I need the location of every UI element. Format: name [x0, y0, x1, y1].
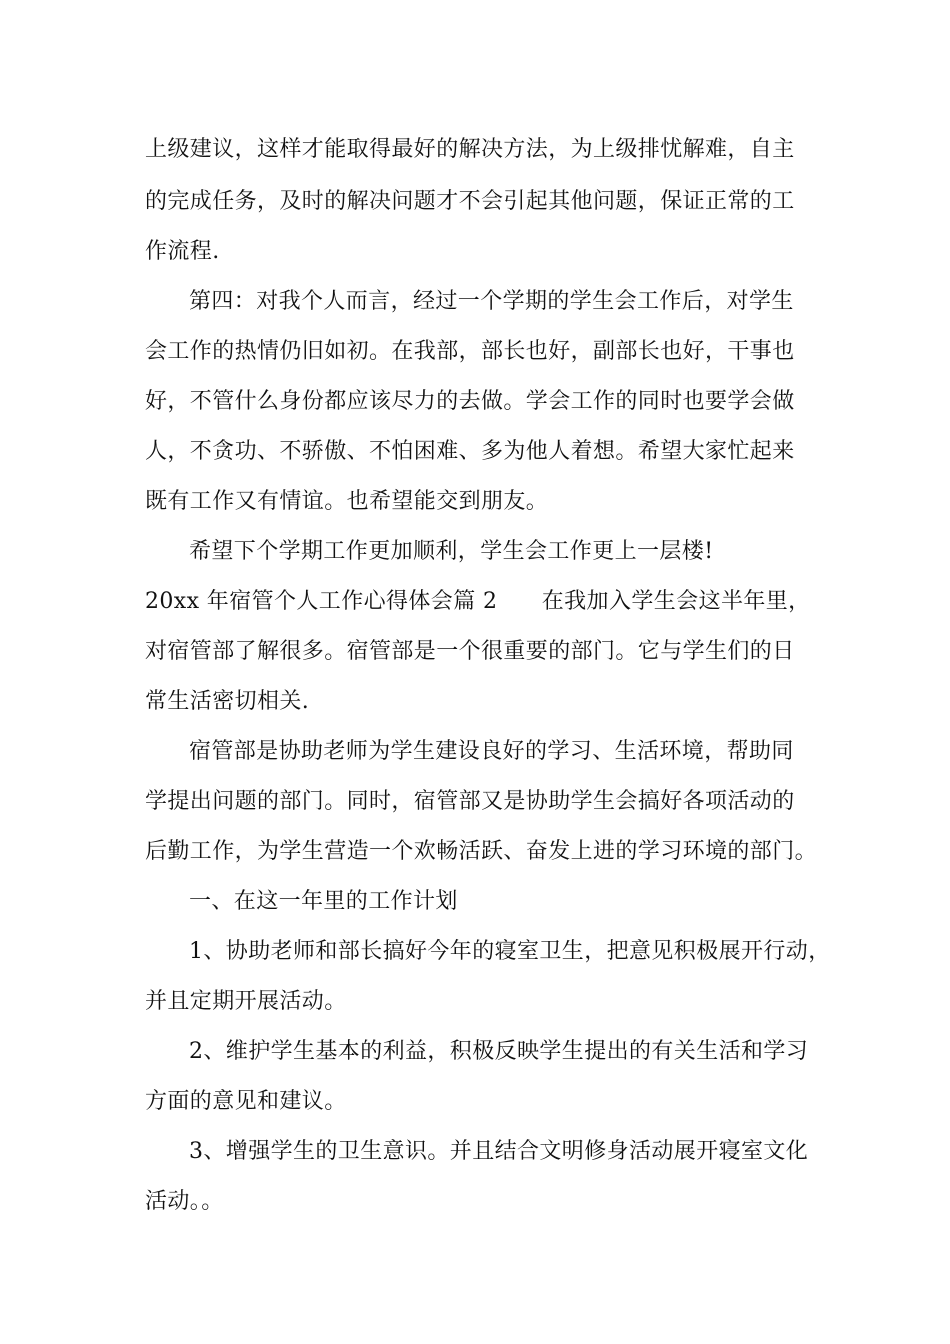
paragraph-first-line: 宿管部是协助老师为学生建设良好的学习、生活环境，帮助同	[189, 739, 794, 764]
list-item-line: 2、维护学生基本的利益，积极反映学生提出的有关生活和学习	[189, 1039, 809, 1064]
list-heading: 一、在这一年里的工作计划	[189, 889, 458, 914]
section-heading-line: 20xx 年宿管个人工作心得体会篇 2 在我加入学生会这半年里，	[145, 589, 811, 614]
text-line: 活动。。	[145, 1189, 224, 1214]
text-line: 会工作的热情仍旧如初。在我部，部长也好，副部长也好，干事也	[145, 339, 795, 364]
paragraph-first-line: 第四：对我个人而言，经过一个学期的学生会工作后，对学生	[189, 289, 794, 314]
list-item-line: 1、协助老师和部长搞好今年的寝室卫生，把意见积极展开行动，	[189, 939, 831, 964]
paragraph-first-line: 希望下个学期工作更加顺利，学生会工作更上一层楼!	[189, 539, 714, 564]
text-line: 人，不贪功、不骄傲、不怕困难、多为他人着想。希望大家忙起来	[145, 439, 795, 464]
text-line: 方面的意见和建议。	[145, 1089, 347, 1114]
text-line: 对宿管部了解很多。宿管部是一个很重要的部门。它与学生们的日	[145, 639, 795, 664]
text-line: 的完成任务，及时的解决问题才不会引起其他问题，保证正常的工	[145, 189, 795, 214]
text-line: 既有工作又有情谊。也希望能交到朋友。	[145, 489, 549, 514]
list-item-line: 3、增强学生的卫生意识。并且结合文明修身活动展开寝室文化	[189, 1139, 809, 1164]
text-line: 好，不管什么身份都应该尽力的去做。学会工作的同时也要学会做	[145, 389, 795, 414]
text-line: 常生活密切相关.	[145, 689, 310, 714]
text-line: 上级建议，这样才能取得最好的解决方法，为上级排忧解难，自主	[145, 137, 795, 162]
text-line: 后勤工作，为学生营造一个欢畅活跃、奋发上进的学习环境的部门。	[145, 839, 818, 864]
text-line: 学提出问题的部门。同时，宿管部又是协助学生会搞好各项活动的	[145, 789, 795, 814]
text-line: 并且定期开展活动。	[145, 989, 347, 1014]
text-line: 作流程.	[145, 239, 220, 264]
